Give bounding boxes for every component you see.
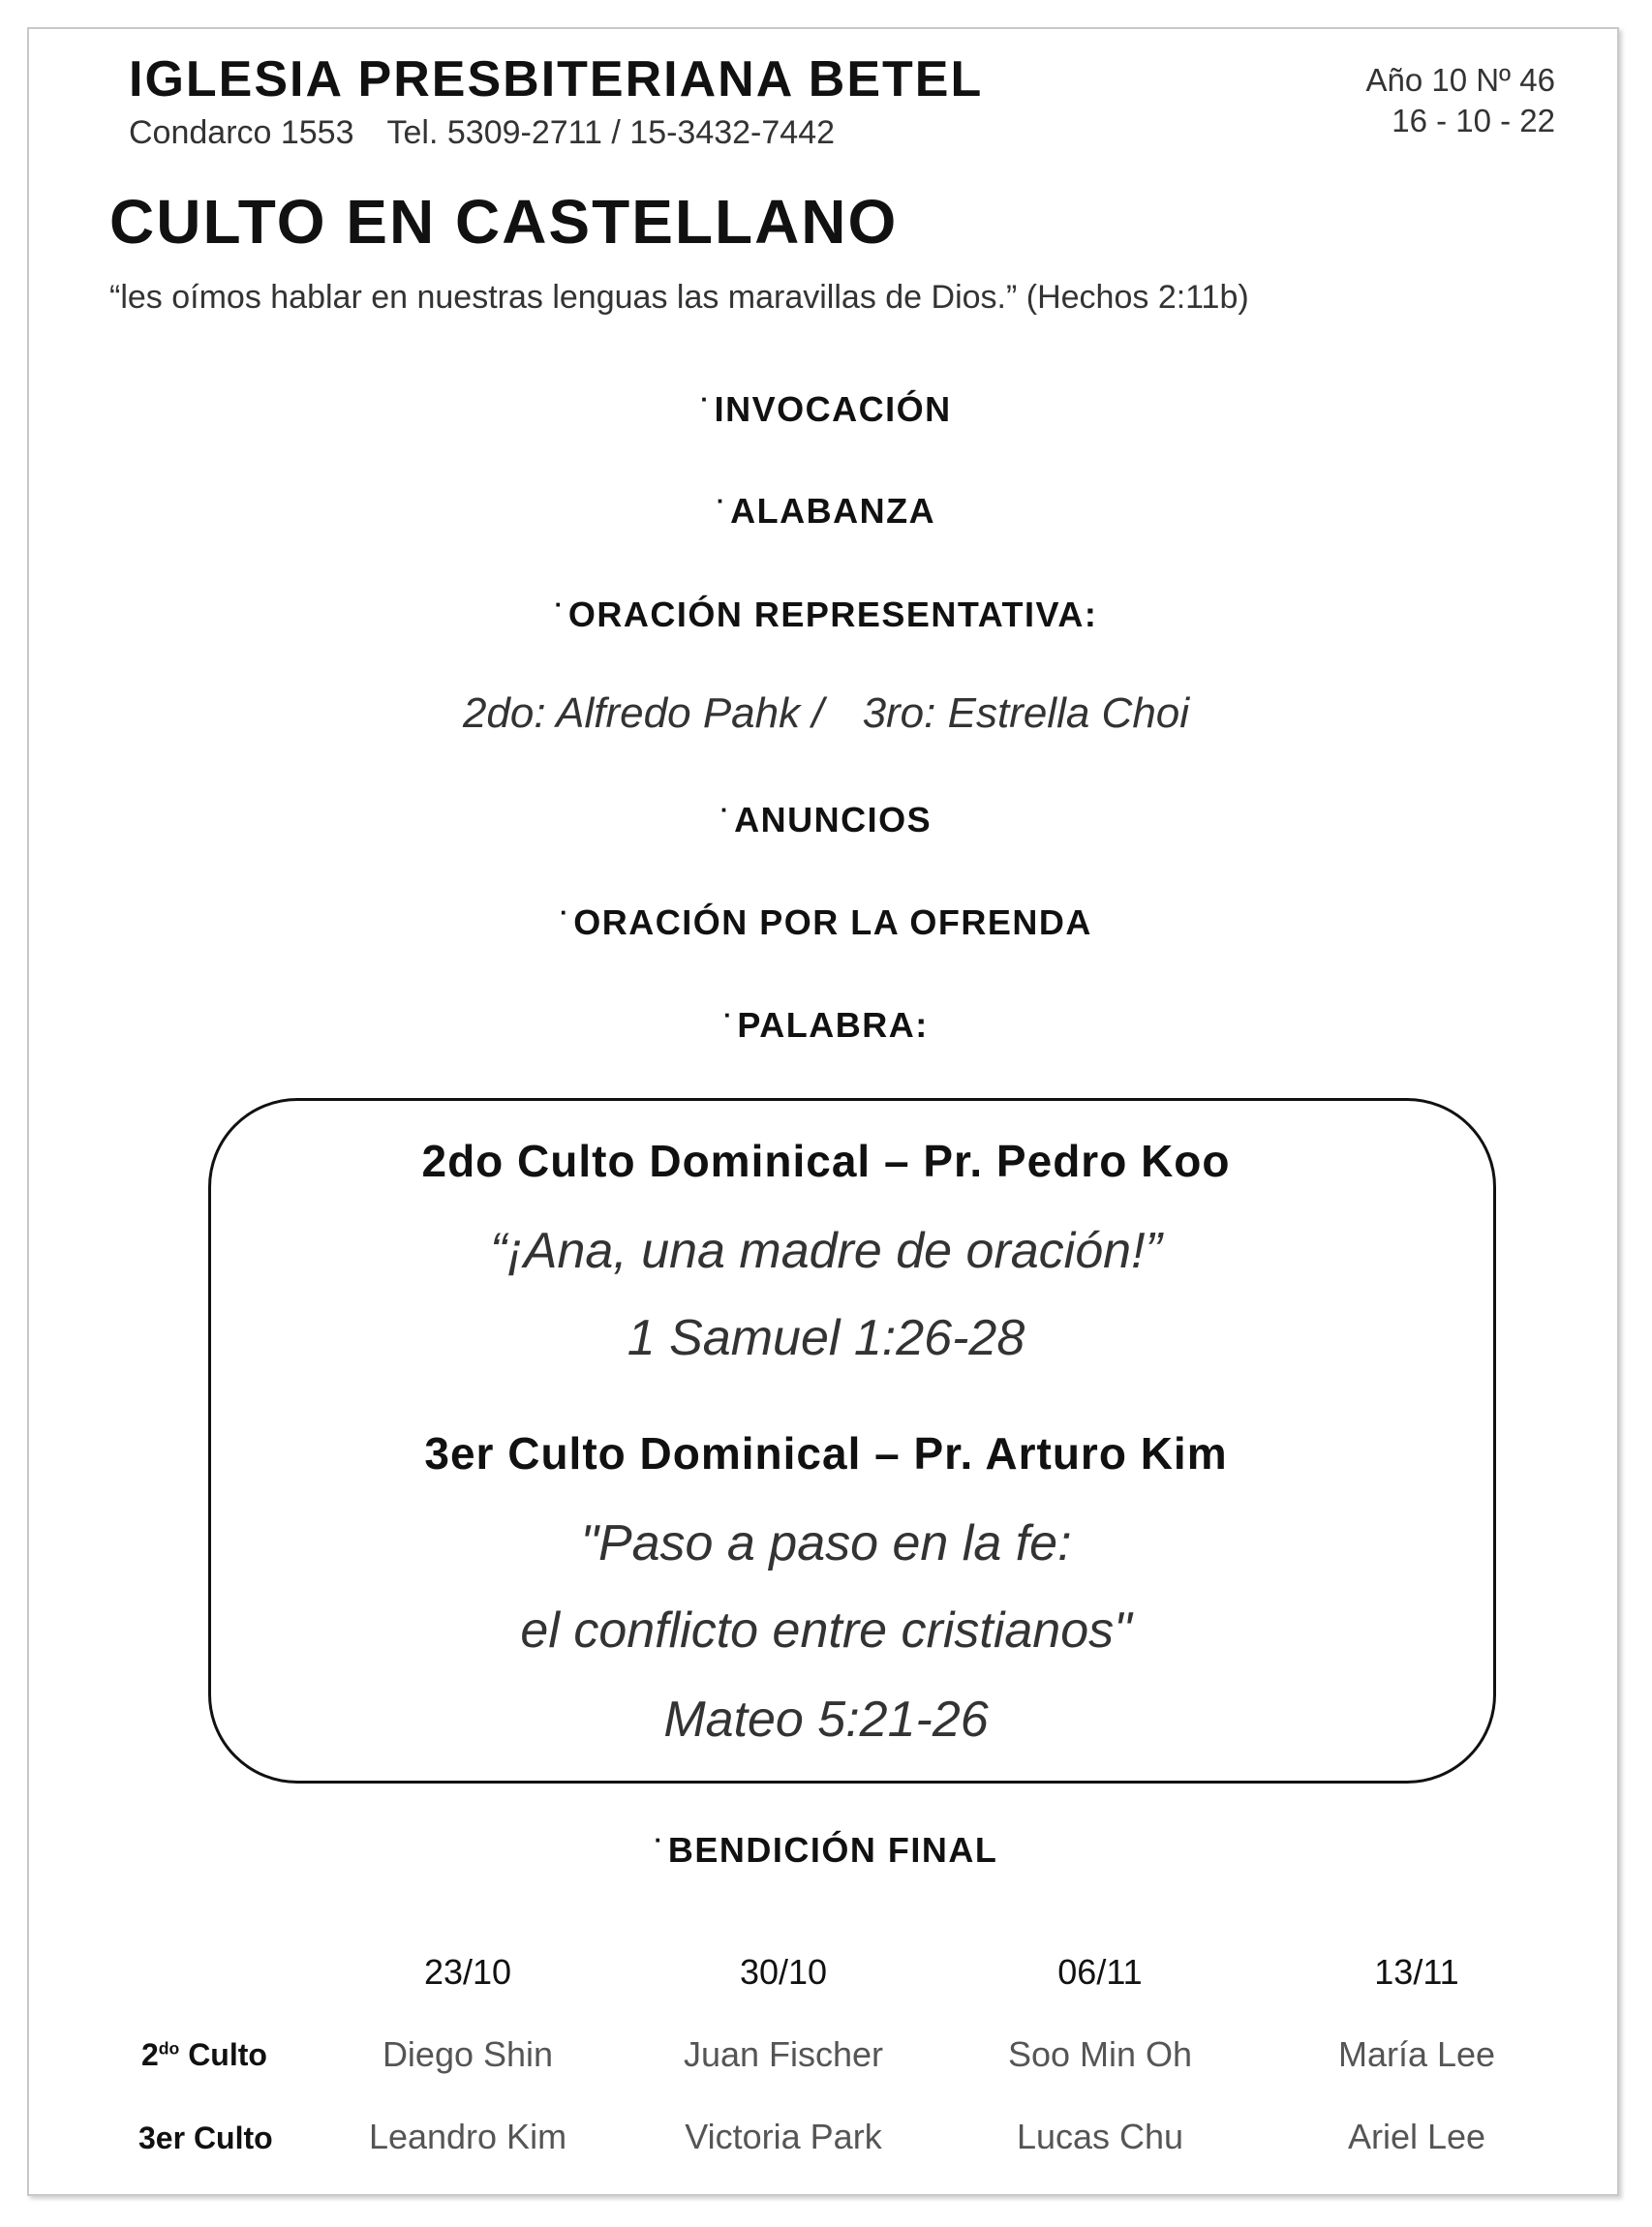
row-label-num: 2 — [141, 2037, 159, 2072]
prayer-leaders — [0, 689, 1652, 738]
page-title: CULTO EN CASTELLANO — [109, 187, 899, 257]
sermon-3er-reference: Mateo 5:21-26 — [663, 1692, 989, 1748]
item-anuncios-label: ANUNCIOS — [734, 800, 933, 839]
schedule-cell: Ariel Lee — [1347, 2117, 1486, 2156]
schedule-cell: Soo Min Oh — [1007, 2034, 1193, 2074]
schedule-cell: Diego Shin — [382, 2034, 554, 2074]
schedule-cell: Victoria Park — [685, 2117, 882, 2156]
schedule-cell: María Lee — [1337, 2034, 1496, 2074]
schedule-cell: Juan Fischer — [683, 2034, 884, 2074]
prayer-leader-3ro: 3ro: Estrella Choi — [862, 689, 1190, 737]
row-label-sup: do — [158, 2038, 180, 2059]
schedule-date: 30/10 — [739, 1952, 828, 1992]
item-palabra: · PALABRA: — [723, 1000, 929, 1045]
item-palabra-label: PALABRA: — [737, 1005, 929, 1045]
epigraph-verse: “les oímos hablar en nuestras lenguas las maravillas de Dios.” (Hechos 2:11b) — [109, 279, 1249, 316]
schedule-date: 06/11 — [1057, 1952, 1143, 1992]
issue-date: 16 - 10 - 22 — [1392, 103, 1555, 138]
item-oracion-ofrenda-label: ORACIÓN POR LA OFRENDA — [573, 902, 1092, 942]
item-oracion-representativa-label: ORACIÓN REPRESENTATIVA: — [567, 595, 1098, 634]
issue-info — [1365, 60, 1555, 141]
church-address — [129, 114, 835, 152]
issue-number: Año 10 Nº 46 — [1365, 62, 1555, 98]
sermon-3er-title-line1: "Paso a paso en la fe: — [580, 1515, 1072, 1571]
sermon-2do-reference: 1 Samuel 1:26-28 — [627, 1310, 1025, 1366]
schedule-row-label-2do — [141, 2037, 267, 2073]
schedule-row-label-3er: 3er Culto — [138, 2120, 273, 2155]
item-oracion-representativa: · ORACIÓN REPRESENTATIVA: — [554, 590, 1098, 634]
item-alabanza-label: ALABANZA — [730, 491, 936, 531]
item-alabanza: · ALABANZA — [716, 486, 936, 531]
sermon-3er-heading: 3er Culto Dominical – Pr. Arturo Kim — [424, 1428, 1228, 1479]
item-bendicion-label: BENDICIÓN FINAL — [667, 1830, 998, 1870]
church-name: IGLESIA PRESBITERIANA BETEL — [129, 51, 984, 107]
prayer-leader-2do: 2do: Alfredo Pahk / — [462, 689, 824, 737]
item-invocacion-label: INVOCACIÓN — [714, 389, 952, 429]
item-oracion-ofrenda: · ORACIÓN POR LA OFRENDA — [560, 898, 1092, 942]
row-label-word: Culto — [179, 2037, 267, 2072]
sermon-2do-heading: 2do Culto Dominical – Pr. Pedro Koo — [421, 1136, 1231, 1186]
schedule-cell: Leandro Kim — [368, 2117, 567, 2156]
schedule-date: 13/11 — [1374, 1952, 1459, 1992]
schedule-date: 23/10 — [423, 1952, 512, 1992]
sermon-3er-title-line2: el conflicto entre cristianos" — [520, 1602, 1132, 1659]
sermon-2do-title: “¡Ana, una madre de oración!” — [490, 1223, 1162, 1279]
item-anuncios: · ANUNCIOS — [719, 795, 933, 839]
street-address: Condarco 1553 — [129, 114, 354, 151]
phone-numbers: Tel. 5309-2711 / 15-3432-7442 — [386, 114, 836, 151]
item-bendicion: · BENDICIÓN FINAL — [654, 1825, 998, 1870]
item-invocacion: · INVOCACIÓN — [700, 384, 952, 429]
schedule-cell: Lucas Chu — [1016, 2117, 1184, 2156]
